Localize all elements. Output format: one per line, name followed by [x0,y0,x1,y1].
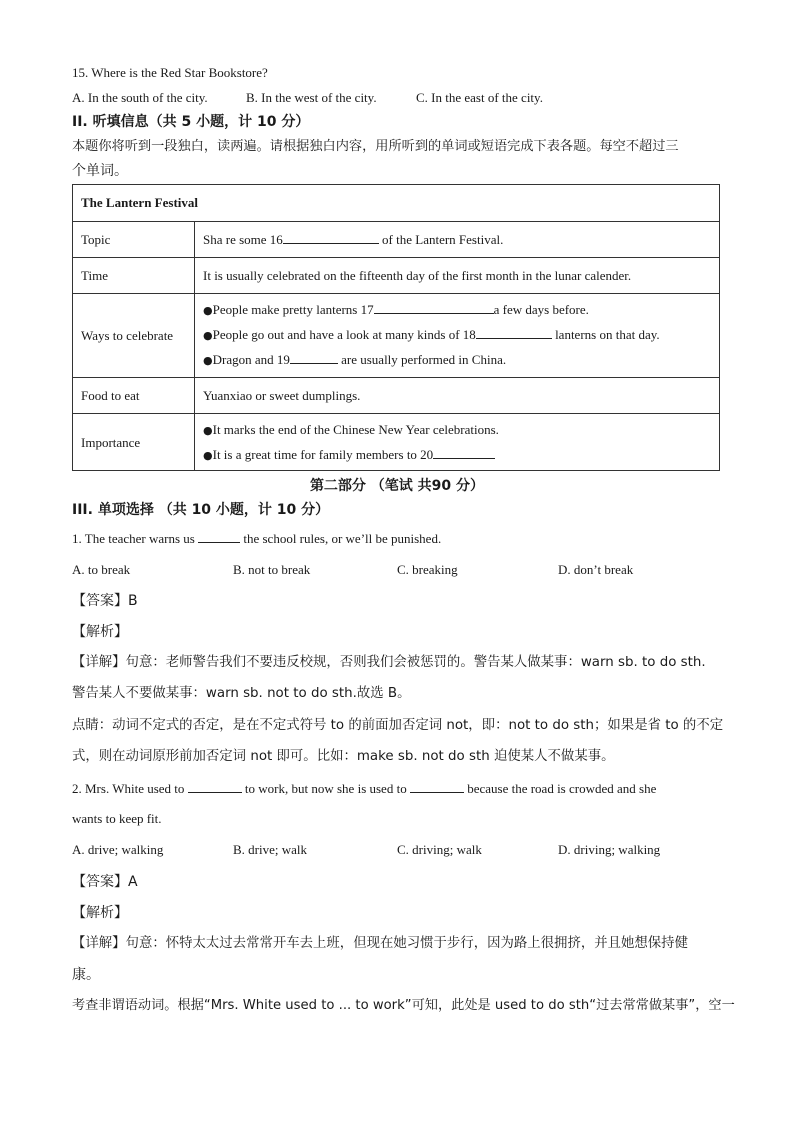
section-2-instructions-cont: 个单词。 [72,163,128,179]
part-2-heading: 第二部分 （笔试 共90 分） [309,478,485,494]
row-text: of the Lantern Festival. [378,231,504,247]
q1-analysis-label: 【解析】 [72,624,128,640]
row-content [195,222,719,257]
row-text: It is usually celebrated on the fifteenth day of the first month in the lunar calender. [203,267,632,283]
answer-blank-17[interactable] [374,301,494,314]
section-2-heading: II. 听填信息（共 5 小题，计 10 分） [72,114,310,130]
table-title-row [73,185,719,221]
q2-detail-cont: 康。 [72,967,100,983]
table-row-time [73,257,719,293]
table-row-topic [73,221,719,257]
q2-detail: 【详解】句意：怀特太太过去常常开车去上班，但现在她习惯于步行，因为路上很拥挤，并且她想保持健 [72,936,688,951]
bullet-icon: ● [203,304,213,317]
row-label: Topic [73,222,195,257]
row-text: Dragon and 19 [212,352,290,367]
q2-option-c: C. driving; walk [397,842,482,857]
table-title: The Lantern Festival [81,195,198,210]
q2-stem-b: to work, but now she is used to [241,781,407,796]
row-label: Importance [73,414,195,471]
row-text: People go out and have a look at many kinds of 18 [212,327,476,342]
table-row-ways [73,293,719,377]
section-3-heading: III. 单项选择 （共 10 小题，计 10 分） [72,502,330,518]
q2-stem-a: 2. Mrs. White used to [72,781,185,796]
q2-stem [72,780,656,797]
q2-detail-more: 考查非谓语动词。根据“Mrs. White used to ... to work”可知，此处是 used to do sth“过去常常做某事”，空一 [72,998,735,1013]
q1-blank[interactable] [198,530,240,543]
row-text: People make pretty lanterns 17 [212,302,374,317]
row-text: Yuanxiao or sweet dumplings. [203,387,361,403]
section-2-instructions: 本题你将听到一段独白，读两遍。请根据独白内容，用所听到的单词或短语完成下表各题。每空不超过三 [72,139,679,154]
bullet-icon: ● [203,329,213,342]
row-content [195,258,719,293]
q15-question: 15. Where is the Red Star Bookstore? [72,65,268,80]
q2-option-b: B. drive; walk [233,842,308,857]
answer-blank-19[interactable] [290,351,338,364]
bullet-icon: ● [203,423,213,437]
q1-option-b: B. not to break [233,562,311,577]
q2-stem-cont: wants to keep fit. [72,811,162,826]
row-content [195,294,719,377]
table-row-importance [73,413,719,471]
row-label: Food to eat [73,378,195,413]
q1-stem-end: the school rules, or we’ll be punished. [240,531,442,546]
row-content [195,378,719,413]
row-label: Ways to celebrate [73,294,195,377]
answer-blank-18[interactable] [476,326,552,339]
bullet-icon: ● [203,354,213,367]
q15-option-c: C. In the east of the city. [416,90,543,105]
row-text: It is a great time for family members to 20 [212,446,434,462]
row-label: Time [73,258,195,293]
q2-answer: 【答案】A [72,874,138,890]
q1-answer: 【答案】B [72,593,138,609]
row-text: a few days before. [493,302,589,317]
q1-option-d: D. don’t break [558,562,634,577]
row-text: It marks the end of the Chinese New Year celebrations. [212,421,499,437]
answer-blank-16[interactable] [283,231,379,244]
lantern-festival-table [72,184,720,471]
q2-option-d: D. driving; walking [558,842,661,857]
q2-blank-1[interactable] [188,780,242,793]
q1-tip: 点睛：动词不定式的否定，是在不定式符号 to 的前面加否定词 not，即：not to do sth；如果是省 to 的不定 [72,718,724,733]
row-text: lanterns on that day. [551,327,660,342]
q1-detail: 【详解】句意：老师警告我们不要违反校规，否则我们会被惩罚的。警告某人做某事：warn sb. to do sth. [72,655,706,670]
q1-option-a: A. to break [72,562,131,577]
table-row-food [73,377,719,413]
q1-option-c: C. breaking [397,562,458,577]
answer-blank-20[interactable] [433,446,495,459]
q1-stem [72,530,441,547]
q2-analysis-label: 【解析】 [72,905,128,921]
row-text: Sha re some 16 [203,231,283,247]
bullet-icon: ● [203,448,213,462]
row-text: are usually performed in China. [337,352,507,367]
q2-blank-2[interactable] [410,780,464,793]
q2-option-a: A. drive; walking [72,842,164,857]
q2-stem-c: because the road is crowded and she [463,781,657,796]
q1-stem-start: 1. The teacher warns us [72,531,195,546]
q1-detail-cont: 警告某人不要做某事：warn sb. not to do sth.故选 B。 [72,686,411,701]
row-content [195,414,719,471]
q15-option-a: A. In the south of the city. [72,90,208,105]
q15-option-b: B. In the west of the city. [246,90,377,105]
q1-tip-cont: 式，则在动词原形前加否定词 not 即可。比如：make sb. not do sth 迫使某人不做某事。 [72,749,615,764]
